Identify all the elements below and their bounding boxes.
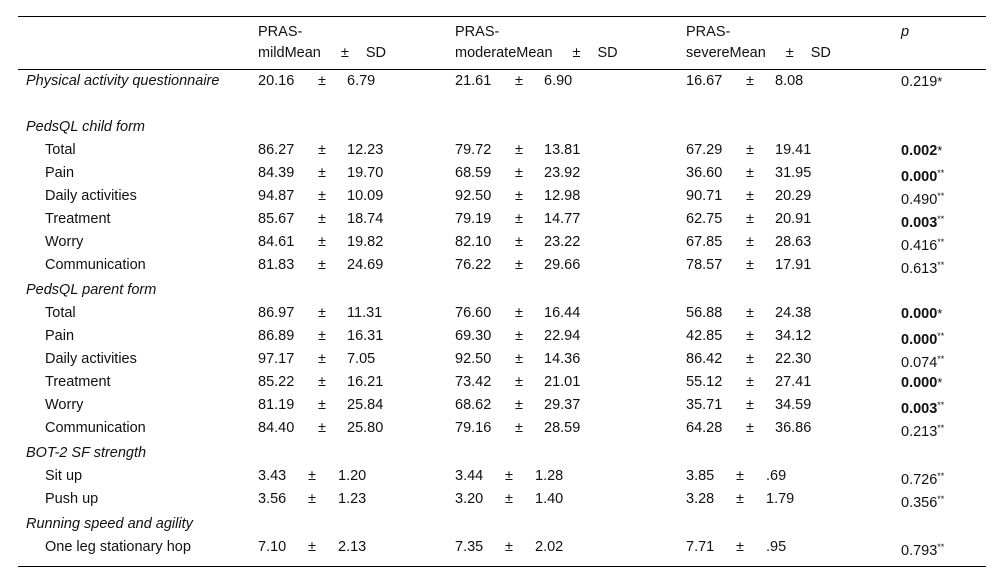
moderate-mean: 7.35 bbox=[455, 539, 484, 555]
row-label: Pain bbox=[45, 328, 75, 344]
table-row bbox=[0, 325, 1000, 348]
row-label: Communication bbox=[45, 420, 146, 436]
severe-mean: 7.71 bbox=[686, 539, 715, 555]
moderate-mean: 3.20 bbox=[455, 491, 484, 507]
significance-mark: ** bbox=[937, 494, 945, 504]
mild-mean: 81.19 bbox=[258, 397, 295, 413]
mild-pm: ± bbox=[318, 211, 326, 227]
table-row bbox=[0, 162, 1000, 185]
row-label: BOT-2 SF strength bbox=[26, 445, 147, 461]
moderate-mean: 21.61 bbox=[455, 73, 492, 89]
table-row bbox=[0, 208, 1000, 231]
row-label: Daily activities bbox=[45, 351, 137, 367]
severe-pm: ± bbox=[736, 491, 744, 507]
severe-sd: 17.91 bbox=[775, 257, 812, 273]
row-label: Sit up bbox=[45, 468, 83, 484]
header-moderate-line1: PRAS- bbox=[455, 24, 500, 40]
moderate-pm: ± bbox=[515, 397, 523, 413]
p-value-number: 0.000 bbox=[901, 375, 938, 391]
header-severe-sd: SD bbox=[810, 45, 831, 61]
mild-pm: ± bbox=[308, 539, 316, 555]
row-label: Physical activity questionnaire bbox=[26, 73, 220, 89]
mild-pm: ± bbox=[318, 374, 326, 390]
moderate-pm: ± bbox=[515, 188, 523, 204]
section-row bbox=[0, 279, 1000, 302]
severe-pm: ± bbox=[746, 188, 754, 204]
severe-sd: 28.63 bbox=[775, 234, 812, 250]
severe-pm: ± bbox=[746, 257, 754, 273]
severe-mean: 55.12 bbox=[686, 374, 723, 390]
mild-pm: ± bbox=[308, 468, 316, 484]
significance-mark: ** bbox=[937, 423, 945, 433]
moderate-pm: ± bbox=[515, 420, 523, 436]
moderate-pm: ± bbox=[515, 165, 523, 181]
mild-mean: 84.39 bbox=[258, 165, 295, 181]
moderate-sd: 22.94 bbox=[544, 328, 581, 344]
mild-sd: 11.31 bbox=[347, 305, 383, 321]
moderate-mean: 79.72 bbox=[455, 142, 492, 158]
moderate-mean: 76.22 bbox=[455, 257, 492, 273]
moderate-mean: 82.10 bbox=[455, 234, 492, 250]
severe-mean: 16.67 bbox=[686, 73, 723, 89]
table-row bbox=[0, 254, 1000, 277]
moderate-pm: ± bbox=[515, 305, 523, 321]
severe-pm: ± bbox=[746, 211, 754, 227]
p-value bbox=[901, 254, 944, 281]
table-row bbox=[0, 231, 1000, 254]
row-label: Push up bbox=[45, 491, 99, 507]
moderate-pm: ± bbox=[515, 211, 523, 227]
mild-sd: 12.23 bbox=[347, 142, 384, 158]
mild-mean: 3.56 bbox=[258, 491, 287, 507]
p-value-number: 0.003 bbox=[901, 215, 938, 231]
mild-pm: ± bbox=[318, 305, 326, 321]
row-label: Daily activities bbox=[45, 188, 137, 204]
severe-sd: 27.41 bbox=[775, 374, 812, 390]
header-mild-pm: ± bbox=[340, 45, 349, 61]
section-row bbox=[0, 442, 1000, 465]
moderate-mean: 68.62 bbox=[455, 397, 492, 413]
row-label: Worry bbox=[45, 397, 84, 413]
mild-sd: 24.69 bbox=[347, 257, 384, 273]
p-value-number: 0.490 bbox=[901, 192, 938, 208]
mild-sd: 10.09 bbox=[347, 188, 384, 204]
moderate-mean: 76.60 bbox=[455, 305, 492, 321]
moderate-mean: 92.50 bbox=[455, 188, 492, 204]
mild-sd: 25.84 bbox=[347, 397, 384, 413]
moderate-pm: ± bbox=[515, 234, 523, 250]
p-value-number: 0.000 bbox=[901, 169, 938, 185]
p-value-number: 0.213 bbox=[901, 424, 938, 440]
table-row bbox=[0, 394, 1000, 417]
moderate-mean: 68.59 bbox=[455, 165, 492, 181]
moderate-sd: 29.66 bbox=[544, 257, 581, 273]
severe-mean: 3.85 bbox=[686, 468, 715, 484]
mild-pm: ± bbox=[318, 142, 326, 158]
severe-pm: ± bbox=[746, 234, 754, 250]
significance-mark: ** bbox=[937, 214, 945, 224]
p-value-number: 0.074 bbox=[901, 355, 938, 371]
mild-sd: 19.70 bbox=[347, 165, 384, 181]
severe-sd: .69 bbox=[766, 468, 787, 484]
table-row bbox=[0, 536, 1000, 559]
significance-mark: * bbox=[937, 74, 943, 89]
table-row bbox=[0, 371, 1000, 394]
row-label: Treatment bbox=[45, 374, 111, 390]
p-value bbox=[901, 536, 944, 563]
severe-pm: ± bbox=[746, 165, 754, 181]
p-value-number: 0.416 bbox=[901, 238, 938, 254]
p-value-number: 0.002 bbox=[901, 143, 938, 159]
significance-mark: ** bbox=[937, 168, 945, 178]
row-label: Pain bbox=[45, 165, 75, 181]
moderate-pm: ± bbox=[515, 257, 523, 273]
moderate-pm: ± bbox=[515, 142, 523, 158]
mild-sd: 16.31 bbox=[347, 328, 384, 344]
header-mild-mean: mildMean bbox=[258, 45, 321, 61]
severe-mean: 64.28 bbox=[686, 420, 723, 436]
moderate-pm: ± bbox=[515, 351, 523, 367]
severe-sd: 24.38 bbox=[775, 305, 812, 321]
severe-mean: 62.75 bbox=[686, 211, 723, 227]
severe-pm: ± bbox=[736, 539, 744, 555]
mild-pm: ± bbox=[318, 420, 326, 436]
section-row bbox=[0, 513, 1000, 536]
severe-sd: 8.08 bbox=[775, 73, 804, 89]
mild-mean: 20.16 bbox=[258, 73, 295, 89]
moderate-pm: ± bbox=[505, 539, 513, 555]
severe-sd: 31.95 bbox=[775, 165, 812, 181]
moderate-mean: 3.44 bbox=[455, 468, 484, 484]
significance-mark: ** bbox=[937, 542, 945, 552]
header-mild-line1: PRAS- bbox=[258, 24, 303, 40]
p-value bbox=[901, 488, 944, 515]
severe-sd: 20.91 bbox=[775, 211, 812, 227]
p-value bbox=[901, 302, 942, 326]
mild-mean: 86.27 bbox=[258, 142, 295, 158]
p-value-number: 0.793 bbox=[901, 543, 938, 559]
severe-pm: ± bbox=[746, 374, 754, 390]
significance-mark: ** bbox=[937, 191, 945, 201]
mild-pm: ± bbox=[318, 397, 326, 413]
severe-sd: 22.30 bbox=[775, 351, 812, 367]
significance-mark: * bbox=[937, 143, 943, 158]
severe-sd: 36.86 bbox=[775, 420, 812, 436]
moderate-sd: 21.01 bbox=[544, 374, 581, 390]
moderate-sd: 29.37 bbox=[544, 397, 581, 413]
header-moderate-mean: moderateMean bbox=[455, 45, 553, 61]
mild-mean: 85.22 bbox=[258, 374, 295, 390]
severe-mean: 67.85 bbox=[686, 234, 723, 250]
severe-mean: 35.71 bbox=[686, 397, 723, 413]
row-label: PedsQL parent form bbox=[26, 282, 157, 298]
header-mild-sd: SD bbox=[365, 45, 386, 61]
mild-mean: 7.10 bbox=[258, 539, 287, 555]
p-value bbox=[901, 70, 942, 94]
table-row bbox=[0, 348, 1000, 371]
severe-sd: 34.59 bbox=[775, 397, 812, 413]
significance-mark: ** bbox=[937, 260, 945, 270]
header-moderate bbox=[455, 22, 618, 64]
significance-mark: ** bbox=[937, 354, 945, 364]
mild-sd: 6.79 bbox=[347, 73, 376, 89]
significance-mark: ** bbox=[937, 237, 945, 247]
p-value bbox=[901, 139, 942, 163]
mild-sd: 25.80 bbox=[347, 420, 384, 436]
table-row bbox=[0, 488, 1000, 511]
moderate-pm: ± bbox=[515, 73, 523, 89]
table-row bbox=[0, 70, 1000, 93]
moderate-sd: 13.81 bbox=[544, 142, 581, 158]
significance-mark: * bbox=[937, 306, 943, 321]
mild-sd: 7.05 bbox=[347, 351, 376, 367]
header-severe bbox=[686, 22, 831, 64]
mild-pm: ± bbox=[318, 73, 326, 89]
row-label: Worry bbox=[45, 234, 84, 250]
p-value bbox=[901, 371, 942, 395]
mild-pm: ± bbox=[318, 328, 326, 344]
severe-sd: .95 bbox=[766, 539, 787, 555]
row-label: Total bbox=[45, 142, 76, 158]
mild-sd: 18.74 bbox=[347, 211, 384, 227]
mild-pm: ± bbox=[318, 234, 326, 250]
mild-mean: 85.67 bbox=[258, 211, 295, 227]
moderate-sd: 12.98 bbox=[544, 188, 581, 204]
moderate-sd: 1.40 bbox=[535, 491, 564, 507]
row-label: PedsQL child form bbox=[26, 119, 146, 135]
moderate-sd: 1.28 bbox=[535, 468, 564, 484]
header-severe-pm: ± bbox=[785, 45, 794, 61]
moderate-sd: 23.92 bbox=[544, 165, 581, 181]
severe-sd: 20.29 bbox=[775, 188, 812, 204]
mild-sd: 1.20 bbox=[338, 468, 367, 484]
mild-mean: 84.61 bbox=[258, 234, 295, 250]
mild-pm: ± bbox=[308, 491, 316, 507]
severe-pm: ± bbox=[746, 73, 754, 89]
table-row bbox=[0, 139, 1000, 162]
moderate-sd: 2.02 bbox=[535, 539, 564, 555]
moderate-mean: 92.50 bbox=[455, 351, 492, 367]
moderate-sd: 14.77 bbox=[544, 211, 581, 227]
severe-pm: ± bbox=[746, 397, 754, 413]
moderate-sd: 14.36 bbox=[544, 351, 581, 367]
mild-sd: 16.21 bbox=[347, 374, 384, 390]
row-label: Running speed and agility bbox=[26, 516, 193, 532]
significance-mark: ** bbox=[937, 331, 945, 341]
header-p: p bbox=[901, 24, 910, 40]
mild-sd: 1.23 bbox=[338, 491, 367, 507]
mild-pm: ± bbox=[318, 351, 326, 367]
severe-mean: 56.88 bbox=[686, 305, 723, 321]
p-value-number: 0.000 bbox=[901, 306, 938, 322]
moderate-pm: ± bbox=[505, 468, 513, 484]
severe-pm: ± bbox=[736, 468, 744, 484]
header-severe-line1: PRAS- bbox=[686, 24, 731, 40]
severe-sd: 34.12 bbox=[775, 328, 812, 344]
p-value-number: 0.219 bbox=[901, 74, 938, 90]
mild-pm: ± bbox=[318, 257, 326, 273]
header-mild bbox=[258, 22, 386, 64]
moderate-sd: 23.22 bbox=[544, 234, 581, 250]
severe-sd: 19.41 bbox=[775, 142, 812, 158]
row-label: Total bbox=[45, 305, 76, 321]
moderate-pm: ± bbox=[515, 328, 523, 344]
mild-pm: ± bbox=[318, 188, 326, 204]
moderate-sd: 28.59 bbox=[544, 420, 581, 436]
table-top-rule bbox=[18, 16, 986, 17]
mild-mean: 97.17 bbox=[258, 351, 295, 367]
significance-mark: ** bbox=[937, 471, 945, 481]
table-row bbox=[0, 185, 1000, 208]
severe-mean: 90.71 bbox=[686, 188, 723, 204]
header-moderate-pm: ± bbox=[572, 45, 581, 61]
header-moderate-sd: SD bbox=[597, 45, 618, 61]
moderate-pm: ± bbox=[505, 491, 513, 507]
row-label: One leg stationary hop bbox=[45, 539, 191, 555]
mild-mean: 81.83 bbox=[258, 257, 295, 273]
significance-mark: * bbox=[937, 375, 943, 390]
section-row bbox=[0, 116, 1000, 139]
p-value-number: 0.356 bbox=[901, 495, 938, 511]
severe-pm: ± bbox=[746, 305, 754, 321]
p-value-number: 0.000 bbox=[901, 332, 938, 348]
header-severe-mean: severeMean bbox=[686, 45, 766, 61]
severe-mean: 78.57 bbox=[686, 257, 723, 273]
mild-mean: 86.89 bbox=[258, 328, 295, 344]
mild-sd: 19.82 bbox=[347, 234, 384, 250]
mild-mean: 86.97 bbox=[258, 305, 295, 321]
moderate-sd: 16.44 bbox=[544, 305, 581, 321]
significance-mark: ** bbox=[937, 400, 945, 410]
severe-pm: ± bbox=[746, 142, 754, 158]
mild-sd: 2.13 bbox=[338, 539, 367, 555]
severe-mean: 36.60 bbox=[686, 165, 723, 181]
moderate-sd: 6.90 bbox=[544, 73, 573, 89]
moderate-mean: 79.16 bbox=[455, 420, 492, 436]
severe-sd: 1.79 bbox=[766, 491, 795, 507]
p-value-number: 0.726 bbox=[901, 472, 938, 488]
severe-mean: 42.85 bbox=[686, 328, 723, 344]
moderate-mean: 69.30 bbox=[455, 328, 492, 344]
p-value-number: 0.613 bbox=[901, 261, 938, 277]
table-row bbox=[0, 417, 1000, 440]
row-label: Treatment bbox=[45, 211, 111, 227]
severe-pm: ± bbox=[746, 420, 754, 436]
severe-pm: ± bbox=[746, 328, 754, 344]
p-value bbox=[901, 417, 944, 444]
table-row bbox=[0, 302, 1000, 325]
moderate-pm: ± bbox=[515, 374, 523, 390]
mild-pm: ± bbox=[318, 165, 326, 181]
severe-mean: 3.28 bbox=[686, 491, 715, 507]
mild-mean: 3.43 bbox=[258, 468, 287, 484]
severe-mean: 86.42 bbox=[686, 351, 723, 367]
row-label: Communication bbox=[45, 257, 146, 273]
table-bottom-rule bbox=[18, 566, 986, 567]
severe-pm: ± bbox=[746, 351, 754, 367]
moderate-mean: 73.42 bbox=[455, 374, 492, 390]
moderate-mean: 79.19 bbox=[455, 211, 492, 227]
table-row bbox=[0, 465, 1000, 488]
p-value-number: 0.003 bbox=[901, 401, 938, 417]
mild-mean: 84.40 bbox=[258, 420, 295, 436]
mild-mean: 94.87 bbox=[258, 188, 295, 204]
severe-mean: 67.29 bbox=[686, 142, 723, 158]
